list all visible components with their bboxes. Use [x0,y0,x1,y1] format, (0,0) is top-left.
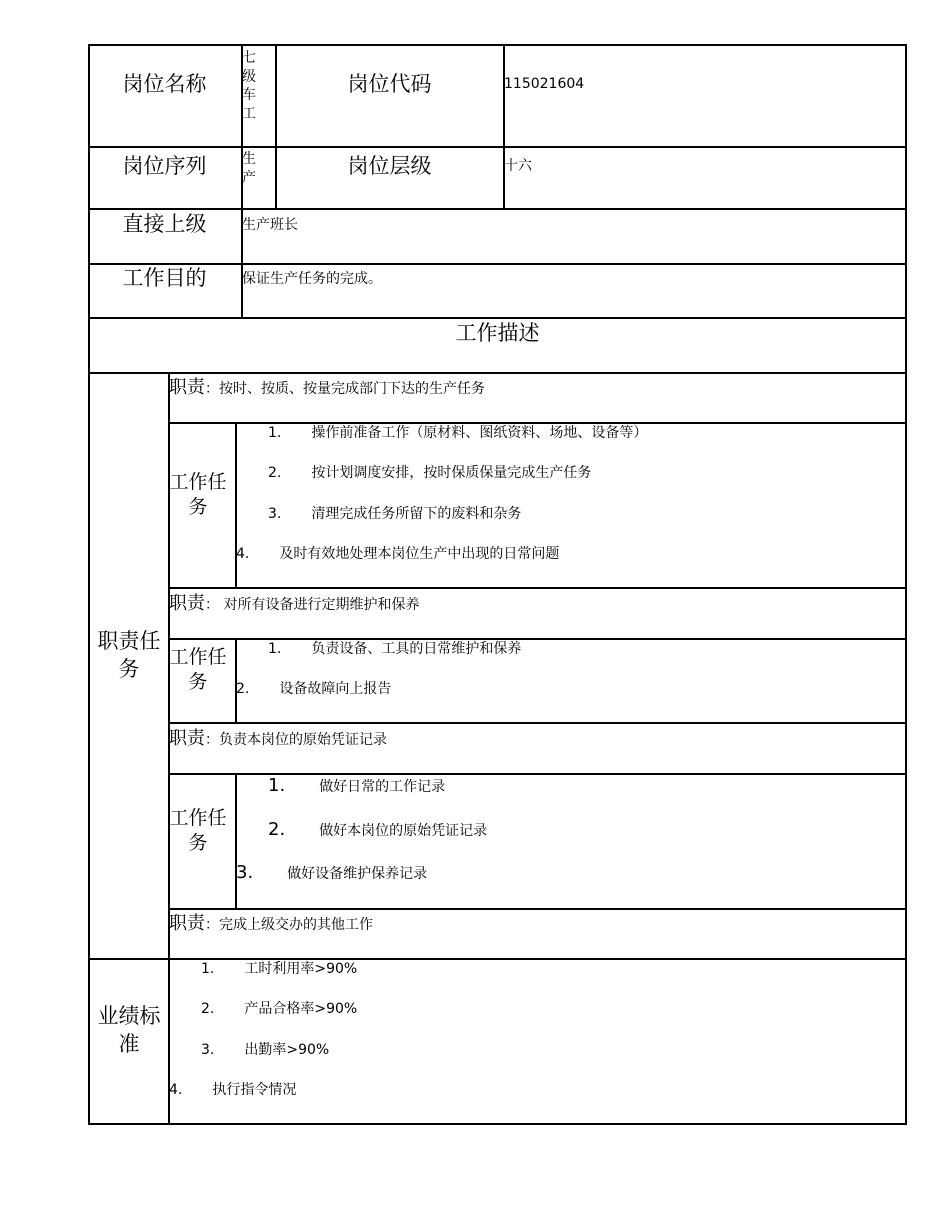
task-item: 2. 设备故障向上报告 [236,681,392,697]
duties-label: 职责任务 [97,629,161,681]
performance-item: 2. 产品合格率>90% [201,1001,358,1017]
task-item: 3. 做好设备维护保养记录 [236,862,428,883]
duty-text: ：按时、按质、按量完成部门下达的生产任务 [205,381,485,397]
task-item: 1. 做好日常的工作记录 [268,775,446,796]
duty-heading: 职责 [169,728,205,749]
duty-4 [169,913,373,935]
post-sequence-label: 岗位序列 [122,154,207,178]
task-label-2: 工作任务 [169,646,227,693]
task-label-3: 工作任务 [169,807,227,854]
task-item: 2. 按计划调度安排，按时保质保量完成生产任务 [268,465,592,481]
duty-heading: 职责 [169,377,205,398]
section-title: 工作描述 [455,321,540,345]
post-code-value: 115021604 [504,76,585,92]
duty-2 [169,593,419,615]
post-sequence-value: 生产 [242,151,256,186]
duty-text: ： 对所有设备进行定期维护和保养 [205,597,420,613]
post-name-value: 七级车工 [242,50,256,122]
post-level-label: 岗位层级 [347,154,432,178]
duty-text: ：完成上级交办的其他工作 [205,917,373,933]
performance-item: 4. 执行指令情况 [169,1082,297,1098]
post-name-label: 岗位名称 [122,72,207,96]
performance-item: 3. 出勤率>90% [201,1042,330,1058]
duty-3 [169,728,387,750]
task-item: 1. 操作前准备工作（原材料、图纸资料、场地、设备等） [268,425,648,441]
duty-heading: 职责 [169,913,205,934]
superior-value: 生产班长 [242,217,298,233]
superior-label: 直接上级 [122,212,207,236]
post-level-value: 十六 [504,158,532,174]
duty-heading: 职责 [169,593,205,614]
duty-text: ：负责本岗位的原始凭证记录 [205,732,387,748]
task-item: 1. 负责设备、工具的日常维护和保养 [268,641,522,657]
performance-label: 业绩标准 [97,1004,161,1056]
purpose-value: 保证生产任务的完成。 [242,271,382,287]
task-item: 3. 清理完成任务所留下的废料和杂务 [268,506,522,522]
performance-item: 1. 工时利用率>90% [201,961,358,977]
duty-1 [169,377,485,399]
task-item: 4. 及时有效地处理本岗位生产中出现的日常问题 [236,546,560,562]
task-label-1: 工作任务 [169,471,227,518]
task-item: 2. 做好本岗位的原始凭证记录 [268,819,488,840]
post-code-label: 岗位代码 [347,72,432,96]
purpose-label: 工作目的 [122,266,207,290]
